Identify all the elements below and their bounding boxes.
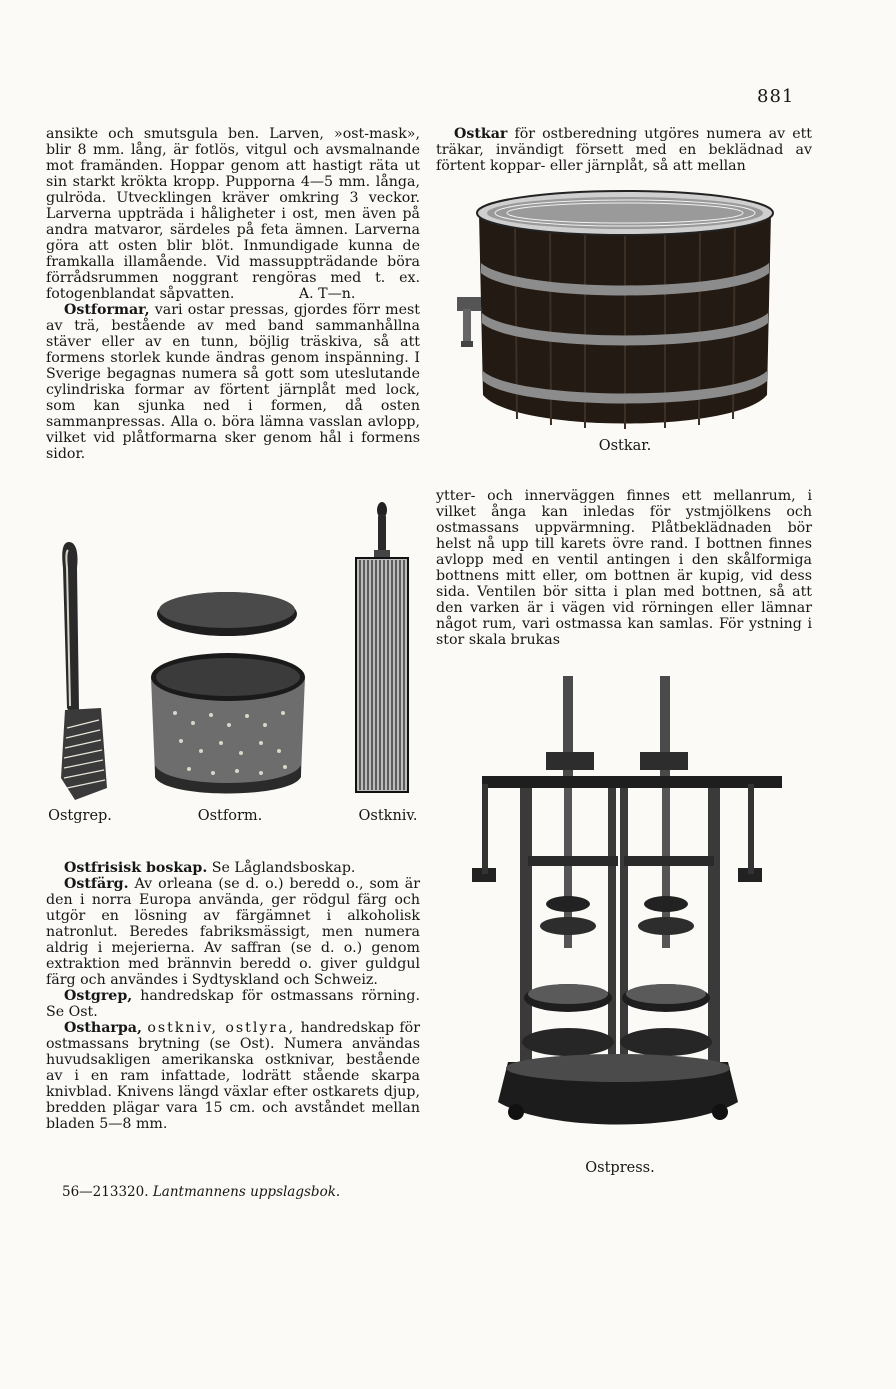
entry-ostfarg	[46, 876, 420, 988]
paragraph-ostmask-text: ansikte och smutsgula ben. Larven, »ost-mask», blir 8 mm. lång, är fotlös, vitgul och avsmalnande mot framänden. Hoppar genom att hastigt räta ut sin starkt krökta kropp. Pupporna 4—5 mm. långa, gulröda. Utvecklingen kräver omkring 3 veckor. Larverna uppträda i håligheter i ost, men även på andra matvaror, särdeles på feta ämnen. Larverna göra att osten blir blöt. Inmundigade kunna de framkalla illamående. Vid massuppträdande böra förrådsrummen noggrant rengöras med t. ex. fotogenblandat såpvatten.	[46, 126, 420, 302]
entry-ostharpa	[46, 1020, 420, 1132]
footer-signature: 56—213320.	[62, 1184, 149, 1200]
ostpress-illustration	[468, 672, 786, 1142]
figure-ostkniv	[352, 500, 412, 796]
left-column-top	[46, 126, 420, 462]
headword-ostkar: Ostkar	[454, 126, 508, 142]
page-number: 881	[757, 86, 795, 107]
right-column-top	[436, 126, 812, 174]
headword-ostharpa: Ostharpa,	[64, 1020, 142, 1036]
headword-ostfarg: Ostfärg.	[64, 876, 129, 892]
headword-ostfrisisk-boskap: Ostfrisisk boskap.	[64, 860, 208, 876]
figure-ostform	[145, 585, 310, 805]
right-column-continuation	[436, 488, 812, 648]
caption-ostform: Ostform.	[197, 808, 263, 824]
entry-ostfrisisk-boskap	[46, 860, 420, 876]
entry-ostkar-text: för ostberedning utgöres numera av ett träkar, invändigt försett med en beklädnad av förtent koppar- eller järnplåt, så att mellan	[436, 126, 813, 174]
figure-ostgrep	[55, 538, 115, 808]
entry-ostharpa-text: handredskap för ostmassans brytning (se Ost). Numera användas huvudsakligen amerikanska ostknivar, bestående av i en ram infattade, lodrätt stående skarpa knivblad. Knivens längd växlar efter ostkarets djup, bredden plägar vara 15 cm. och avståndet mellan bladen 5—8 mm.	[46, 1020, 421, 1132]
entry-ostformar-text: vari ostar pressas, gjordes förr mest av trä, bestående av med band sammanhållna stäver eller av en tunn, böjlig träskiva, så att formens storlek kunde ändras genom inspänning. I Sverige begagnas numera så gott som uteslutande cylindriska formar av förtent järnplåt med lock, som kan sjunka ned i formen, då osten sammanpressas. Alla o. böra lämna vasslan avlopp, vilket vid plåtformarna sker genom hål i formens sidor.	[46, 302, 420, 462]
left-column-bottom	[46, 860, 420, 1132]
entry-ostformar	[46, 302, 420, 462]
paragraph-ostmask	[46, 126, 420, 302]
headword-ostformar: Ostformar,	[64, 302, 150, 318]
caption-ostkar: Ostkar.	[598, 438, 652, 454]
caption-ostkniv: Ostkniv.	[358, 808, 418, 824]
caption-ostpress: Ostpress.	[585, 1160, 655, 1176]
entry-ostfarg-text: Av orleana (se d. o.) beredd o., som är den i norra Europa använda, ger rödgul färg och utgör en lösning av färgämnet i alkoholisk natronlut. Beredes fabriksmässigt, men numera aldrig i mejerierna. Av saffran (se d. o.) genom extraktion med brännvin beredd o. giver guldgul färg och användes i Sydtyskland och Schweiz.	[46, 876, 420, 988]
entry-ostkar-continuation: ytter- och innerväggen finnes ett mellanrum, i vilket ånga kan inledas för ystmjölkens och ostmassans uppvärmning. Plåtbeklädnaden bör helst nå upp till karets övre rand. I bottnen finnes avlopp med en ventil antingen i den skålformiga bottnens mitt eller, om bottnen är kupig, vid dess sida. Ventilen bör sitta i plan med bottnen, så att den varken är i vägen vid rörningen eller lämnar något rum, vari ostmassa kan samlas. För ystning i stor skala brukas	[436, 488, 812, 648]
headword-ostgrep: Ostgrep,	[64, 988, 133, 1004]
figure-ostpress	[468, 672, 786, 1142]
entry-ostgrep	[46, 988, 420, 1020]
ostgrep-illustration	[55, 538, 115, 808]
entry-ostgrep-text: handredskap för ostmassans rörning. Se Ost.	[46, 988, 420, 1020]
page-footer	[62, 1184, 340, 1200]
caption-ostgrep: Ostgrep.	[48, 808, 112, 824]
ostkniv-illustration	[352, 500, 412, 796]
figure-ostkar	[455, 183, 790, 431]
entry-ostkar	[436, 126, 812, 174]
entry-ostharpa-spaced: ostkniv, ostlyra,	[147, 1020, 296, 1036]
entry-ostfrisisk-text: Se Låglandsboskap.	[211, 860, 356, 876]
ostkar-illustration	[455, 183, 790, 431]
signature-atn: A. T—n.	[298, 286, 356, 302]
ostform-illustration	[145, 585, 310, 805]
footer-title: Lantmannens uppslagsbok.	[152, 1184, 341, 1200]
